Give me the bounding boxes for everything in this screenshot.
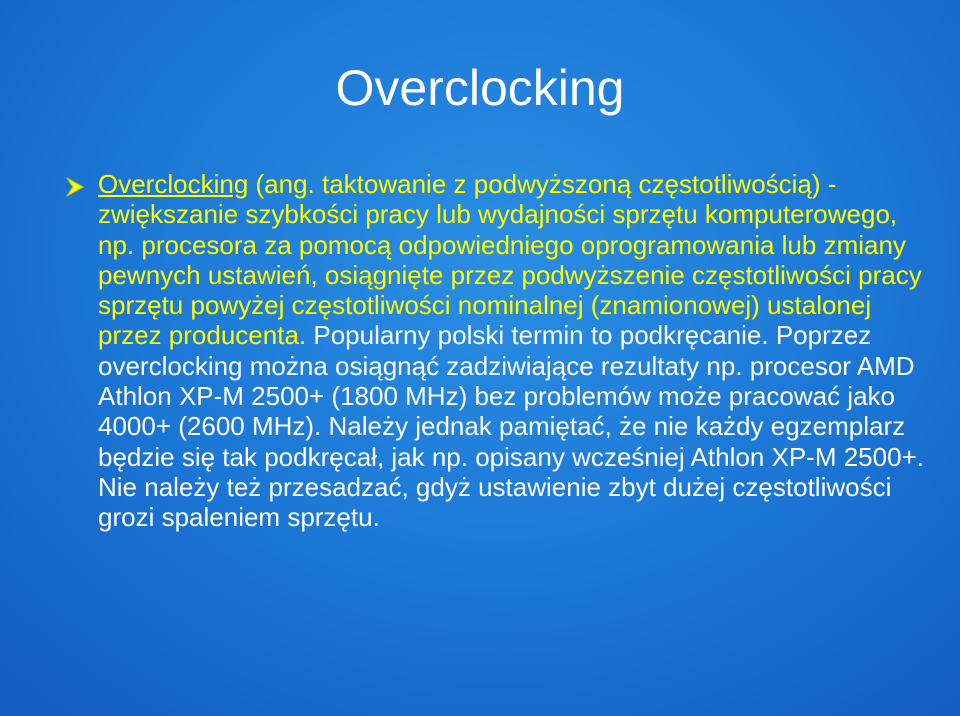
additional-info-text: Popularny polski termin to podkręcanie. Poprzez overclocking można osiągnąć zadziwiające rezultaty np. procesor AMD Athlon XP-M 2500+ (1800 MHz) bez problemów może pracować jako 4000+ (2600 MHz). Należy jednak pamiętać, że nie każdy egzemplarz będzie się tak podkręcał, jak np. opisany wcześniej Athlon XP-M 2500+. Nie należy też przesadzać, gdyż ustawienie zbyt dużej częstotliwości grozi spaleniem sprzętu. [98,320,924,533]
arrowhead-bullet-icon [64,172,98,202]
definition-text: (ang. taktowanie z podwyższoną częstotliwością) - zwiększanie szybkości pracy lub wydajności sprzętu komputerowego, np. procesora za pomocą odpowiedniego oprogramowania lub zmiany pewnych ustawień, osiągnięte przez podwyższenie częstotliwości pracy sprzętu powyżej częstotliwości nominalnej (znamionowej) ustalonej przez producenta. [98,169,922,351]
overclocking-link[interactable]: Overclocking [98,169,249,199]
slide-body-paragraph [98,169,928,533]
slide-title: Overclocking [335,60,625,116]
